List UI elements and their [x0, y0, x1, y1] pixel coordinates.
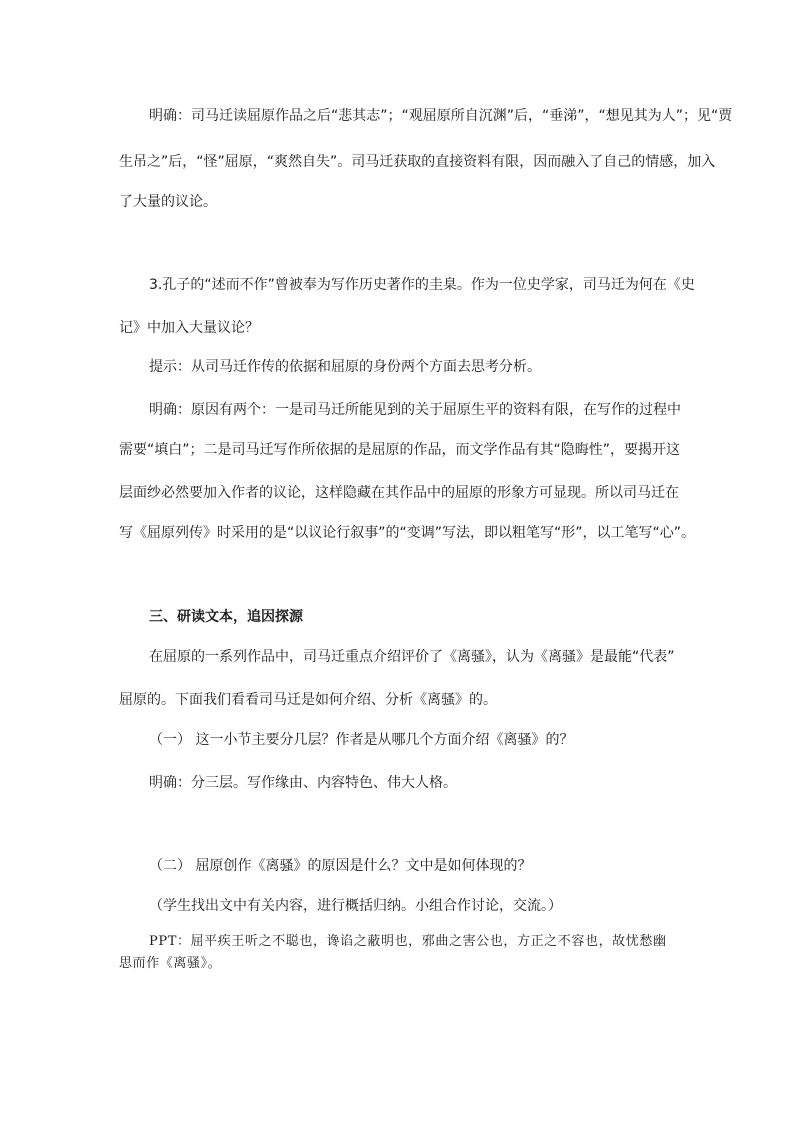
paragraph-mingque-1-line-2: 生吊之”后，“怪”屈原，“爽然自失”。司马迁获取的直接资料有限，因而融入了自己的情感，加入	[119, 154, 716, 170]
sub-question-2: （二） 屈原创作《离骚》的原因是什么？文中是如何体现的？	[149, 858, 532, 874]
section-heading-3: 三、研读文本，追因探源	[149, 609, 303, 625]
sub-question-1: （一） 这一小节主要分几层？作者是从哪几个方面介绍《离骚》的？	[149, 732, 574, 748]
ppt-quote-line-1: PPT：屈平疾王听之不聪也，谗谄之蔽明也，邪曲之害公也，方正之不容也，故忧愁幽	[149, 934, 667, 949]
intro-paragraph-line-1: 在屈原的一系列作品中，司马迁重点介绍评价了《离骚》，认为《离骚》是最能“代表”	[149, 649, 675, 665]
intro-paragraph-line-2: 屈原的。下面我们看看司马迁是如何介绍、分析《离骚》的。	[119, 692, 497, 708]
paragraph-mingque-2-line-1: 明确：原因有两个：一是司马迁所能见到的关于屈原生平的资料有限，在写作的过程中	[149, 402, 681, 418]
paragraph-mingque-1-line-3: 了大量的议论。	[119, 194, 217, 210]
question-3-line-1: 3.孔子的“述而不作”曾被奉为写作历史著作的圭臬。作为一位史学家，司马迁为何在《史	[149, 277, 695, 293]
paragraph-mingque-2-line-2: 需要“填白”；二是司马迁写作所依据的是屈原的作品，而文学作品有其“隐晦性”，要揭开这	[119, 442, 681, 458]
paragraph-mingque-2-line-3: 层面纱必然要加入作者的议论，这样隐藏在其作品中的屈原的形象方可显现。所以司马迁在	[119, 485, 679, 501]
paragraph-mingque-1-line-1: 明确：司马迁读屈原作品之后“悲其志”；“观屈原所自沉渊”后，“垂涕”，“想见其为人”；见“贾	[149, 108, 733, 124]
hint-line: 提示：从司马迁作传的依据和屈原的身份两个方面去思考分析。	[149, 359, 541, 375]
paragraph-mingque-2-line-4: 写《屈原列传》时采用的是“以议论行叙事”的“变调”写法，即以粗笔写“形”，以工笔写“心”。	[119, 525, 696, 541]
ppt-quote-line-2: 思而作《离骚》。	[119, 956, 222, 971]
question-3-line-2: 记》中加入大量议论？	[119, 320, 259, 336]
answer-1: 明确：分三层。写作缘由、内容特色、伟大人格。	[149, 775, 457, 791]
student-activity-note: （学生找出文中有关内容，进行概括归纳。小组合作讨论，交流。）	[149, 898, 562, 914]
